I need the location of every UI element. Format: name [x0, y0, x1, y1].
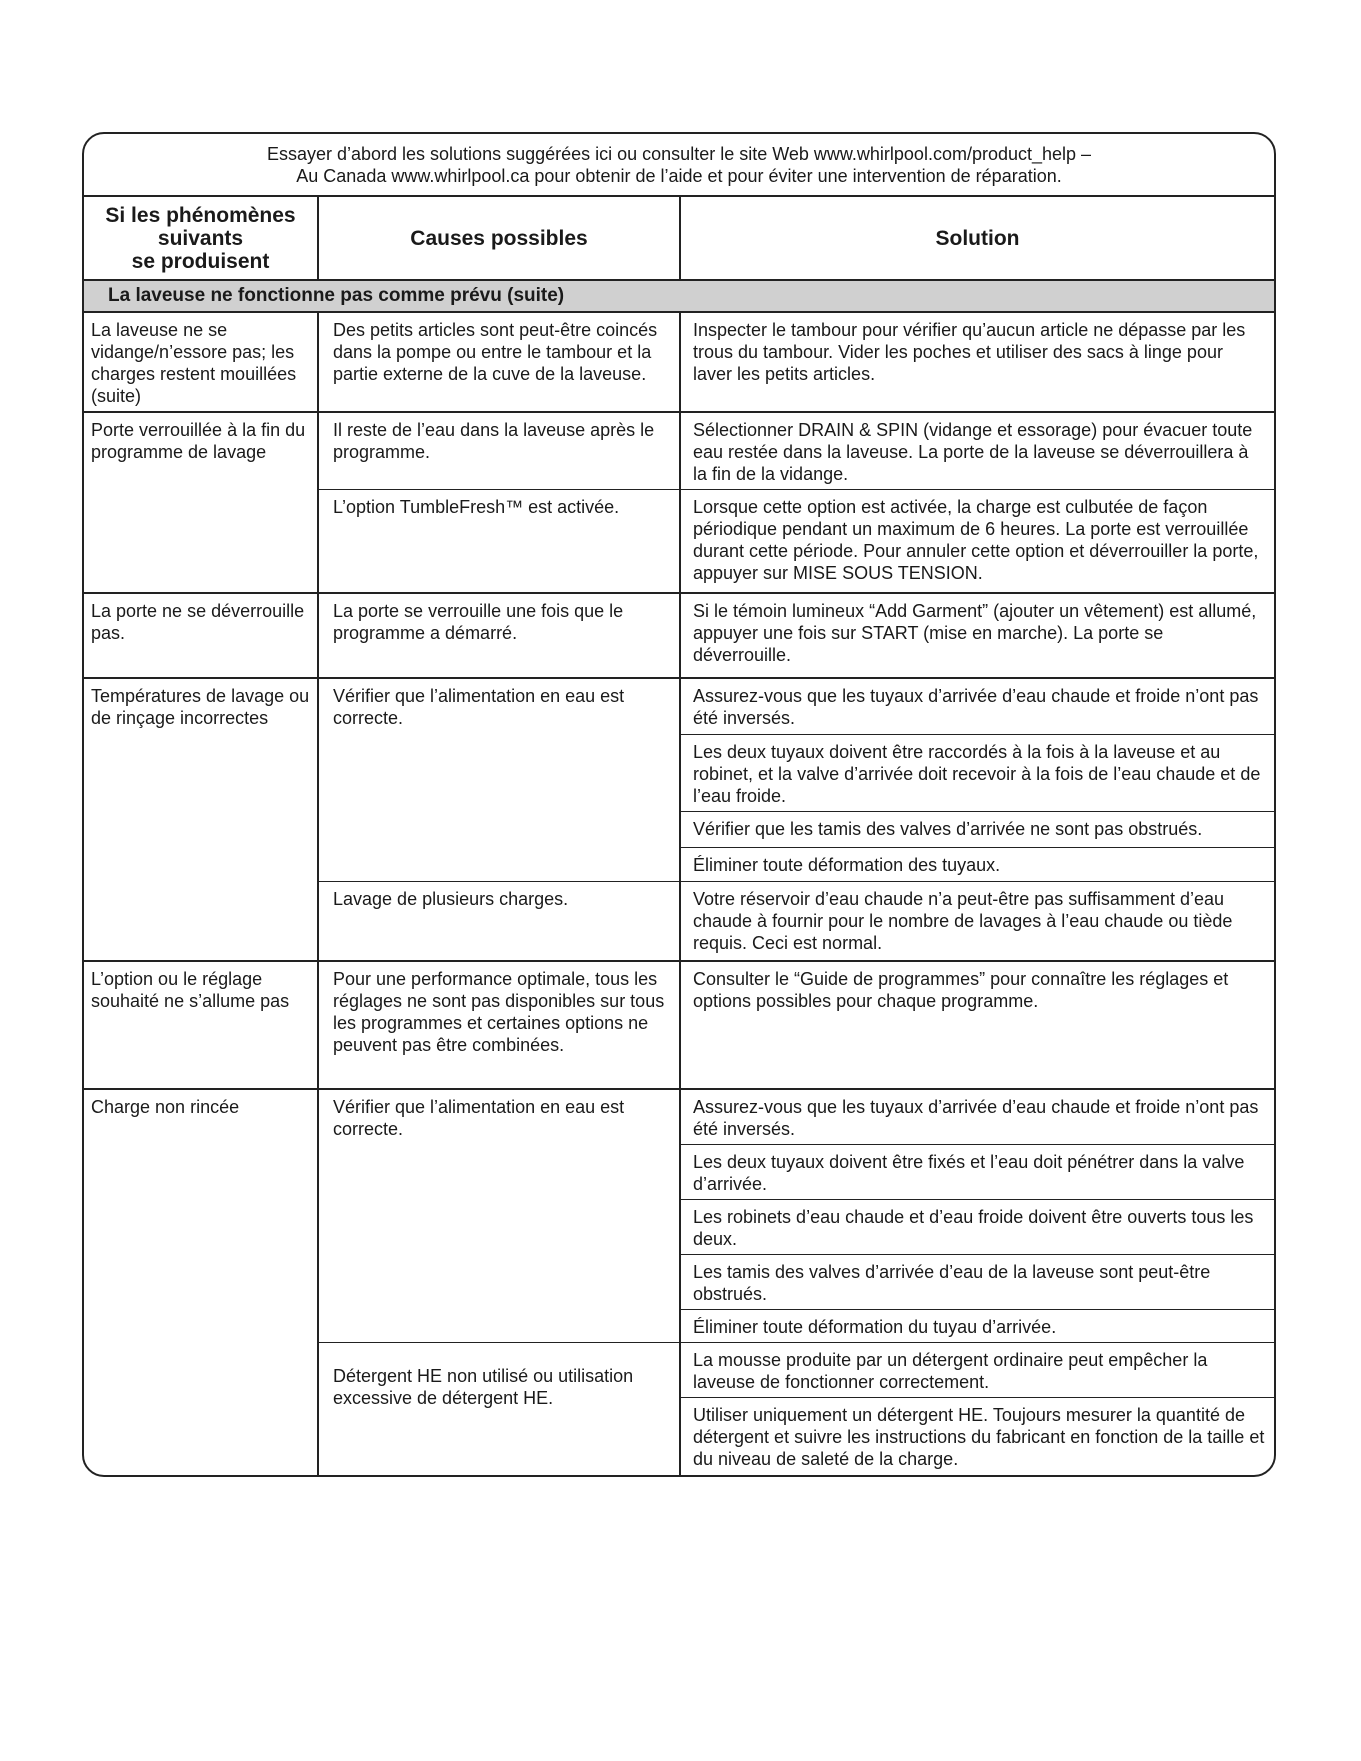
symptom-cell: La laveuse ne se vidange/n’essore pas; les charges restent mouillées (suite): [84, 313, 319, 411]
cause-cell: Détergent HE non utilisé ou utilisation excessive de détergent HE.: [319, 1343, 681, 1477]
solution-cell: Assurez-vous que les tuyaux d’arrivée d’eau chaude et froide n’ont pas été inversés.: [681, 679, 1274, 735]
solution-cell: Éliminer toute déformation du tuyau d’arrivée.: [693, 1317, 1057, 1337]
solution-cell: Les tamis des valves d’arrivée d’eau de la laveuse sont peut-être obstrués.: [681, 1255, 1274, 1310]
solution-cell: La mousse produite par un détergent ordinaire peut empêcher la laveuse de fonctionner correctement.: [681, 1343, 1274, 1398]
symptom-cell: Porte verrouillée à la fin du programme de lavage: [84, 413, 319, 592]
solution-cell: Les deux tuyaux doivent être fixés et l’eau doit pénétrer dans la valve d’arrivée.: [681, 1145, 1274, 1200]
table-row: [84, 594, 1274, 679]
solution-cell: Votre réservoir d’eau chaude n’a peut-être pas suffisamment d’eau chaude à fournir pour le nombre de lavages à l’eau chaude ou tiède requis. Ceci est normal.: [693, 889, 1233, 953]
header-solution: Solution: [935, 226, 1020, 250]
intro-line-2: Au Canada www.whirlpool.ca pour obtenir de l’aide et pour éviter une intervention de réparation.: [296, 166, 1062, 186]
table-row: [84, 679, 1274, 962]
solution-cell: Éliminer toute déformation des tuyaux.: [693, 855, 1001, 875]
header-symptom-line-1: Si les phénomènes: [105, 203, 296, 227]
header-symptom-line-3: se produisent: [131, 249, 270, 273]
table-row: [84, 413, 1274, 594]
header-symptom: [84, 197, 319, 279]
cause-cell: La porte se verrouille une fois que le programme a démarré.: [319, 594, 681, 677]
table-row: [84, 962, 1274, 1090]
cause-cell: Vérifier que l’alimentation en eau est correcte.: [319, 679, 681, 881]
solution-cell: Les deux tuyaux doivent être raccordés à la fois à la laveuse et au robinet, et la valve d’arrivée doit recevoir à la fois de l’eau chaude et de l’eau froide.: [681, 735, 1274, 812]
cause-cell: Il reste de l’eau dans la laveuse après le programme.: [319, 413, 681, 489]
symptom-cell: Températures de lavage ou de rinçage incorrectes: [84, 679, 319, 960]
header-causes: Causes possibles: [319, 197, 681, 279]
cause-cell: Des petits articles sont peut-être coincés dans la pompe ou entre le tambour et la partie externe de la cuve de la laveuse.: [319, 313, 681, 411]
cause-cell: Lavage de plusieurs charges.: [319, 882, 681, 960]
symptom-cell: La porte ne se déverrouille pas.: [84, 594, 319, 677]
table-row: [84, 1090, 1274, 1477]
cause-cell: Pour une performance optimale, tous les réglages ne sont pas disponibles sur tous les programmes et certaines options ne peuvent pas être combinées.: [319, 962, 681, 1088]
solution-cell: Vérifier que les tamis des valves d’arrivée ne sont pas obstrués.: [681, 812, 1274, 848]
cause-cell: L’option TumbleFresh™ est activée.: [319, 490, 681, 592]
solution-cell: Consulter le “Guide de programmes” pour connaître les réglages et options possibles pour chaque programme.: [693, 969, 1229, 1011]
section-title: La laveuse ne fonctionne pas comme prévu (suite): [84, 281, 1274, 313]
symptom-cell: L’option ou le réglage souhaité ne s’allume pas: [84, 962, 319, 1088]
cause-cell: Vérifier que l’alimentation en eau est correcte.: [319, 1090, 681, 1342]
solution-cell: Assurez-vous que les tuyaux d’arrivée d’eau chaude et froide n’ont pas été inversés.: [681, 1090, 1274, 1145]
solution-cell: Sélectionner DRAIN & SPIN (vidange et essorage) pour évacuer toute eau restée dans la laveuse. La porte de la laveuse se déverrouillera à la fin de la vidange.: [693, 420, 1253, 484]
intro-note: [84, 134, 1274, 197]
solution-cell: Utiliser uniquement un détergent HE. Toujours mesurer la quantité de détergent et suivre les instructions du fabricant en fonction de la taille et du niveau de saleté de la charge.: [693, 1405, 1265, 1469]
header-symptom-line-2: suivants: [157, 226, 244, 250]
troubleshooting-table: [82, 132, 1276, 1477]
solution-cell: Les robinets d’eau chaude et d’eau froide doivent être ouverts tous les deux.: [681, 1200, 1274, 1255]
intro-line-1: Essayer d’abord les solutions suggérées ici ou consulter le site Web www.whirlpool.com/product_help –: [266, 144, 1092, 164]
symptom-cell: Charge non rincée: [84, 1090, 319, 1477]
table-header: [84, 197, 1274, 281]
solution-cell: Inspecter le tambour pour vérifier qu’aucun article ne dépasse par les trous du tambour. Vider les poches et utiliser des sacs à linge pour laver les petits articles.: [693, 320, 1246, 384]
solution-cell: Lorsque cette option est activée, la charge est culbutée de façon périodique pendant un maximum de 6 heures. La porte est verrouillée durant cette période. Pour annuler cette option et déverrouiller la porte, appuyer sur MISE SOUS TENSION.: [693, 497, 1259, 583]
table-row: [84, 313, 1274, 413]
solution-cell: Si le témoin lumineux “Add Garment” (ajouter un vêtement) est allumé, appuyer une fois sur START (mise en marche). La porte se déverrouille.: [693, 601, 1257, 665]
